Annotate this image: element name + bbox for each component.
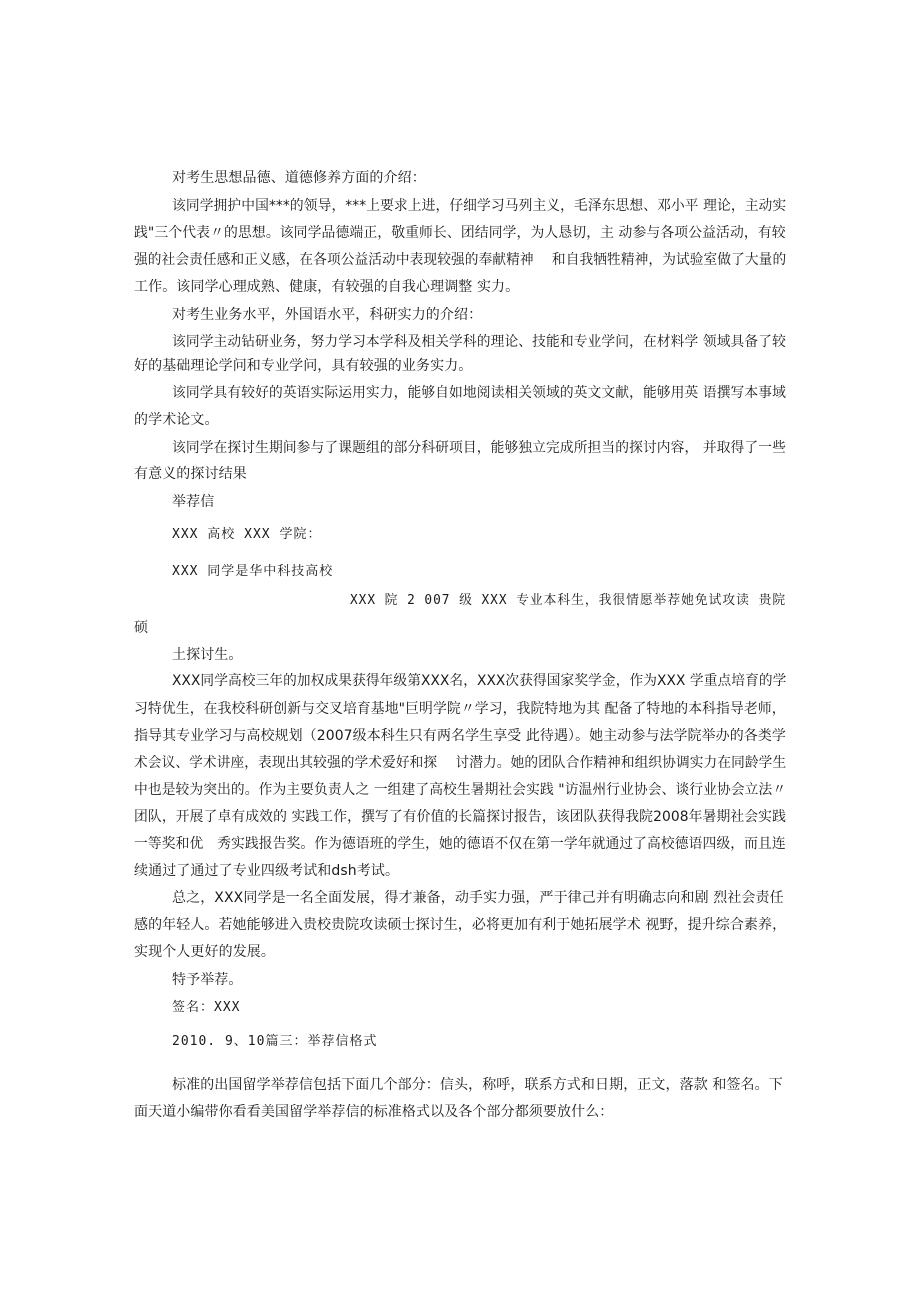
paragraph-line: 术会议、学术讲座，表现出其较强的学术爱好和探 讨潜力。她的团队合作精神和组织协调实力在同龄学生 <box>134 755 787 771</box>
letter-title: 举荐信 <box>172 494 215 510</box>
paragraph-line: 指导其专业学习与高校规划（2007级本科生只有两名学生享受 此待遇）。她主动参与法学院举办的各类学 <box>134 728 786 744</box>
paragraph-line: 好的基础理论学问和专业学问，具有较强的业务实力。 <box>134 358 473 374</box>
paragraph-line: 面天道小编带你看看美国留学举荐信的标准格式以及各个部分都须要放什么： <box>134 1104 614 1120</box>
paragraph-line: XXX 同学是华中科技高校 <box>172 564 334 579</box>
paragraph-line: 习特优生，在我校科研创新与交叉培育基地"巨明学院〃学习，我院特地为其 配备了特地的本科指导老师， <box>134 701 786 717</box>
paragraph-line: 一等奖和优 秀实践报告奖。作为德语班的学生，她的德语不仅在第一学年就通过了高校德语四级，而且连 <box>134 836 786 852</box>
paragraph-line: XXX同学高校三年的加权成果获得年级第XXX名，XXX次获得国家奖学金，作为XXX 学重点培育的学 <box>172 673 787 689</box>
section-heading-moral: 对考生思想品德、道德修养方面的介绍： <box>172 170 426 186</box>
paragraph-line: 该同学主动钻研业务，努力学习本学科及相关学科的理论、技能和专业学问，在材料学 领域具备了较 <box>172 334 786 350</box>
paragraph-line: 该同学具有较好的英语实际运用实力，能够自如地阅读相关领域的英文文献，能够用英 语撰写本事域 <box>172 385 786 401</box>
paragraph-line: 该同学在探讨生期间参与了课题组的部分科研项目，能够独立完成所担当的探讨内容， 并取得了一些 <box>172 440 786 456</box>
paragraph-line: 土探讨生。 <box>172 647 243 663</box>
paragraph-line: 续通过了通过了专业四级考试和dsh考试。 <box>134 863 400 879</box>
paragraph-line: 该同学拥护中国***的领导，***上要求上进，仔细学习马列主义，毛泽东思想、邓小平 理论，主动实 <box>172 198 787 214</box>
section-heading-business: 对考生业务水平，外国语水平，科研实力的介绍： <box>172 307 483 323</box>
paragraph-line: 硕 <box>134 620 149 636</box>
paragraph-line: XXX 院 2 007 级 XXX 专业本科生，我很情愿举荐她免试攻读 贵院 <box>350 593 787 608</box>
paragraph-line: 的学术论文。 <box>134 412 219 428</box>
paragraph-line: 感的年轻人。若她能够进入贵校贵院攻读硕士探讨生，必将更加有利于她拓展学术 视野，提升综合素养， <box>134 917 787 933</box>
paragraph-line: 践"三个代表〃的思想。该同学品德端正，敬重师长、团结同学，为人恳切，主 动参与各项公益活动，有较 <box>134 225 786 241</box>
letter-salutation: XXX 高校 XXX 学院： <box>172 527 322 542</box>
paragraph-line: 有意义的探讨结果 <box>134 466 247 482</box>
paragraph-line: 强的社会责任感和正义感，在各项公益活动中表现较强的奉献精神 和自我牺牲精神，为试验室做了大量的 <box>134 252 787 268</box>
closing-line: 特予举荐。 <box>172 972 243 988</box>
date-and-section-heading: 2010. 9、10篇三：举荐信格式 <box>172 1034 378 1049</box>
paragraph-line: 中也是较为突出的。作为主要负责人之 一组建了高校生暑期社会实践 "访温州行业协会、谈行业协会立法〃 <box>134 782 787 798</box>
paragraph-line: 工作。该同学心理成熟、健康，有较强的自我心理调整 实力。 <box>134 279 520 295</box>
paragraph-line: 标准的出国留学举荐信包括下面几个部分：信头，称呼，联系方式和日期，正文，落款 和签名。下 <box>172 1077 783 1093</box>
paragraph-line: 团队，开展了卓有成效的 实践工作，撰写了有价值的长篇探讨报告，该团队获得我院2008年暑期社会实践 <box>134 809 786 825</box>
signature-line: 签名：XXX <box>172 1000 241 1015</box>
paragraph-line: 总之，XXX同学是一名全面发展，得才兼备，动手实力强，严于律己并有明确志向和剧 烈社会责任 <box>172 890 784 906</box>
paragraph-line: 实现个人更好的发展。 <box>134 944 275 960</box>
